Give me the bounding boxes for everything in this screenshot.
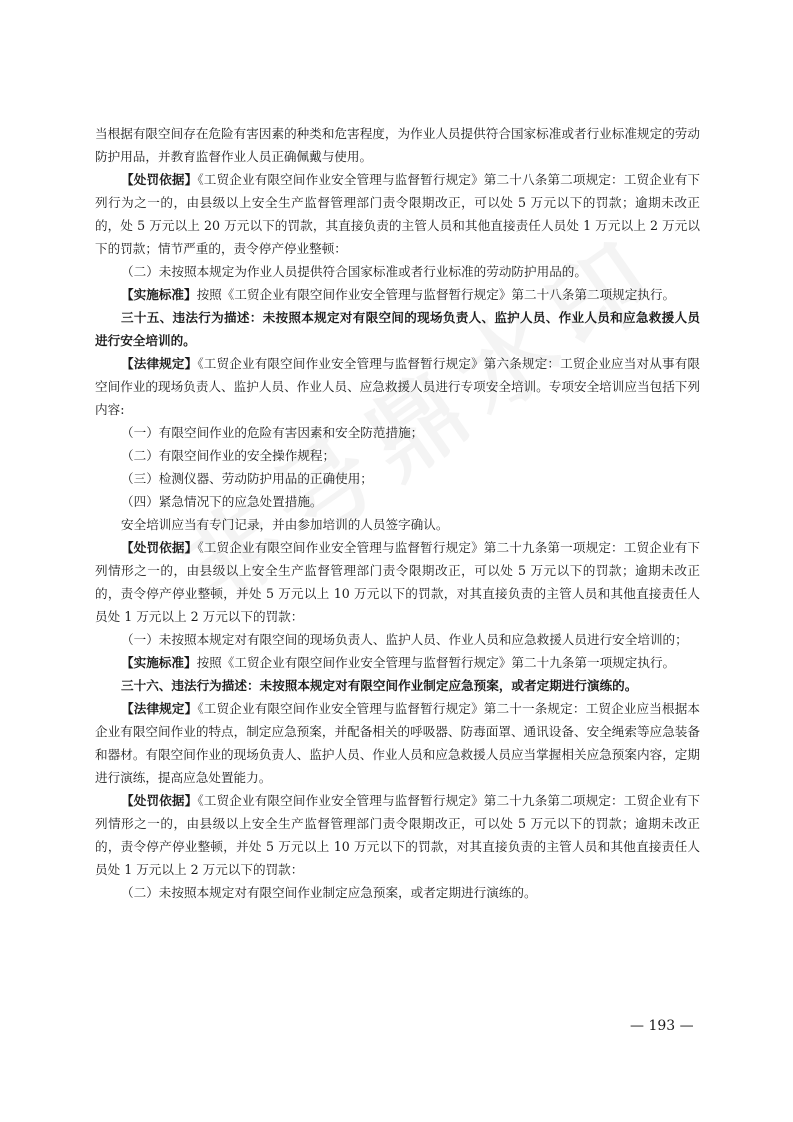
section-label: 【实施标准】: [121, 655, 197, 670]
list-item: （三）检测仪器、劳动防护用品的正确使用；: [121, 471, 373, 486]
page-number: — 193 —: [630, 1018, 694, 1034]
list-item: （一）未按照本规定对有限空间的现场负责人、监护人员、作业人员和应急救援人员进行安全培训的；: [121, 632, 688, 647]
section-heading: 三十六、违法行为描述：未按照本规定对有限空间作业制定应急预案，或者定期进行演练的。: [121, 678, 638, 693]
paragraph-legal-provision: [95, 697, 700, 789]
section-label: 【法律规定】: [121, 701, 198, 716]
section-label: 【实施标准】: [121, 287, 197, 302]
paragraph-text: 《工贸企业有限空间作业安全管理与监督暂行规定》第二十九条第二项规定：工贸企业有下列情形之一的，由县级以上安全生产监督管理部门责令限期改正，可以处 5 万元以下的罚款；逾期未改正的，责令停产停业整顿，并处 5 万元以上 10 万元以下的罚款，对其直接负责的主管人员和其他直接责任人员处 1 万元以上 2 万元以下的罚款：: [95, 793, 701, 877]
paragraph-continuation: 当根据有限空间存在危险有害因素的种类和危害程度，为作业人员提供符合国家标准或者行业标准规定的劳动防护用品，并教育监督作业人员正确佩戴与使用。: [95, 126, 700, 164]
paragraph-implementation-standard: [95, 283, 700, 306]
paragraph-text: 《工贸企业有限空间作业安全管理与监督暂行规定》第六条规定：工贸企业应当对从事有限空间作业的现场负责人、监护人员、作业人员、应急救援人员进行专项安全培训。专项安全培训应当包括下列内容:: [95, 356, 701, 417]
paragraph-legal-provision: [95, 352, 700, 421]
paragraph-penalty-basis: [95, 168, 700, 260]
paragraph-text: 按照《工贸企业有限空间作业安全管理与监督暂行规定》第二十九条第一项规定执行。: [196, 655, 676, 670]
list-item: （一）有限空间作业的危险有害因素和安全防范措施；: [121, 425, 424, 440]
section-label: 【处罚依据】: [121, 793, 198, 808]
document-body: [95, 122, 700, 904]
paragraph-penalty-basis: [95, 536, 700, 628]
list-item: （二）未按照本规定对有限空间作业制定应急预案，或者定期进行演练的。: [121, 885, 537, 900]
list-item: （四）紧急情况下的应急处置措施。: [121, 494, 323, 509]
paragraph-text: 按照《工贸企业有限空间作业安全管理与监督暂行规定》第二十八条第二项规定执行。: [196, 287, 676, 302]
section-heading: 三十五、违法行为描述：未按照本规定对有限空间的现场负责人、监护人员、作业人员和应急救援人员进行安全培训的。: [95, 310, 700, 348]
list-item: （二）未按照本规定为作业人员提供符合国家标准或者行业标准的劳动防护用品的。: [121, 264, 587, 279]
paragraph-text: 《工贸企业有限空间作业安全管理与监督暂行规定》第二十八条第二项规定：工贸企业有下列行为之一的，由县级以上安全生产监督管理部门责令限期改正，可以处 5 万元以下的罚款；逾期未改正的，处 5 万元以上 20 万元以下的罚款，其直接负责的主管人员和其他直接责任人员处 1 万元以上 2 万元以下的罚款；情节严重的，责令停产停业整顿：: [95, 172, 701, 256]
section-label: 【法律规定】: [121, 356, 198, 371]
paragraph-text: 安全培训应当有专门记录，并由参加培训的人员签字确认。: [121, 517, 449, 532]
paragraph-penalty-basis: [95, 789, 700, 881]
paragraph-text: 《工贸企业有限空间作业安全管理与监督暂行规定》第二十一条规定：工贸企业应当根据本企业有限空间作业的特点，制定应急预案，并配备相关的呼吸器、防毒面罩、通讯设备、安全绳索等应急装备和器材。有限空间作业的现场负责人、监护人员、作业人员和应急救援人员应当掌握相关应急预案内容，定期进行演练，提高应急处置能力。: [95, 701, 701, 785]
paragraph-text: 《工贸企业有限空间作业安全管理与监督暂行规定》第二十九条第一项规定：工贸企业有下列情形之一的，由县级以上安全生产监督管理部门责令限期改正，可以处 5 万元以下的罚款；逾期未改正的，责令停产停业整顿，并处 5 万元以上 10 万元以下的罚款，对其直接负责的主管人员和其他直接责任人员处 1 万元以上 2 万元以下的罚款：: [95, 540, 701, 624]
paragraph-implementation-standard: [95, 651, 700, 674]
section-label: 【处罚依据】: [121, 172, 198, 187]
section-label: 【处罚依据】: [121, 540, 198, 555]
list-item: （二）有限空间作业的安全操作规程；: [121, 448, 336, 463]
